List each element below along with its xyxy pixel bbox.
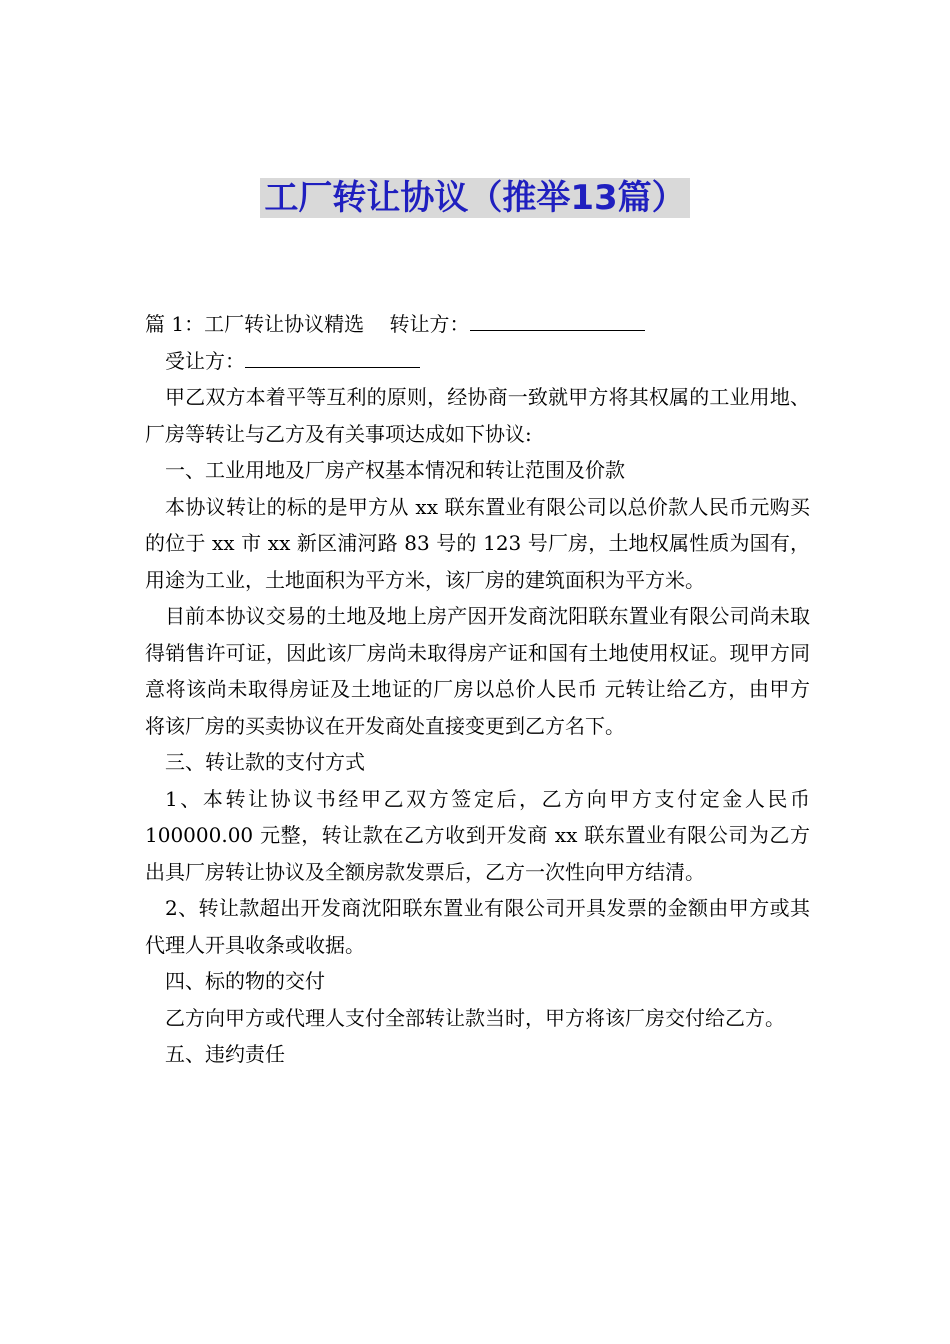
document-title: 工厂转让协议（推举13篇）	[260, 178, 689, 218]
title-container	[0, 178, 950, 218]
section-heading-1: 一、工业用地及厂房产权基本情况和转让范围及价款	[165, 458, 625, 482]
section-heading-4: 四、标的物的交付	[165, 969, 325, 993]
paragraph-payment-1: 1、本转让协议书经甲乙双方签定后，乙方向甲方支付定金人民币 100000.00 元整，转让款在乙方收到开发商 xx 联东置业有限公司为乙方出具厂房转让协议及全额房款发票后，乙方一次性向甲方结清。	[145, 786, 810, 884]
transferee-label: 受让方：	[165, 348, 245, 373]
transferor-label: 转让方：	[389, 312, 470, 336]
section-heading-5: 五、违约责任	[165, 1042, 285, 1066]
header-line	[145, 306, 810, 343]
paragraph-status: 目前本协议交易的土地及地上房产因开发商沈阳联东置业有限公司尚未取得销售许可证，因此该厂房尚未取得房产证和国有土地使用权证。现甲方同意将该尚未取得房证及土地证的厂房以总价人民币 元转让给乙方，由甲方将该厂房的买卖协议在开发商处直接变更到乙方名下。	[145, 604, 810, 738]
transferee-blank	[245, 345, 420, 368]
paragraph-delivery: 乙方向甲方或代理人支付全部转让款当时，甲方将该厂房交付给乙方。	[165, 1005, 785, 1030]
transferee-line	[145, 343, 810, 380]
section-heading: 篇 1：工厂转让协议精选	[145, 312, 365, 336]
section-heading-3: 三、转让款的支付方式	[165, 750, 365, 774]
paragraph-intro: 甲乙双方本着平等互利的原则，经协商一致就甲方将其权属的工业用地、厂房等转让与乙方及有关事项达成如下协议:	[145, 385, 810, 446]
paragraph-subject: 本协议转让的标的是甲方从 xx 联东置业有限公司以总价款人民币元购买的位于 xx 市 xx 新区浦河路 83 号的 123 号厂房，土地权属性质为国有，用途为工业，土地面积为平方米，该厂房的建筑面积为平方米。	[145, 494, 810, 592]
paragraph-payment-2: 2、转让款超出开发商沈阳联东置业有限公司开具发票的金额由甲方或其代理人开具收条或收据。	[145, 896, 810, 957]
transferor-blank	[470, 308, 645, 331]
document-body	[145, 306, 810, 1073]
